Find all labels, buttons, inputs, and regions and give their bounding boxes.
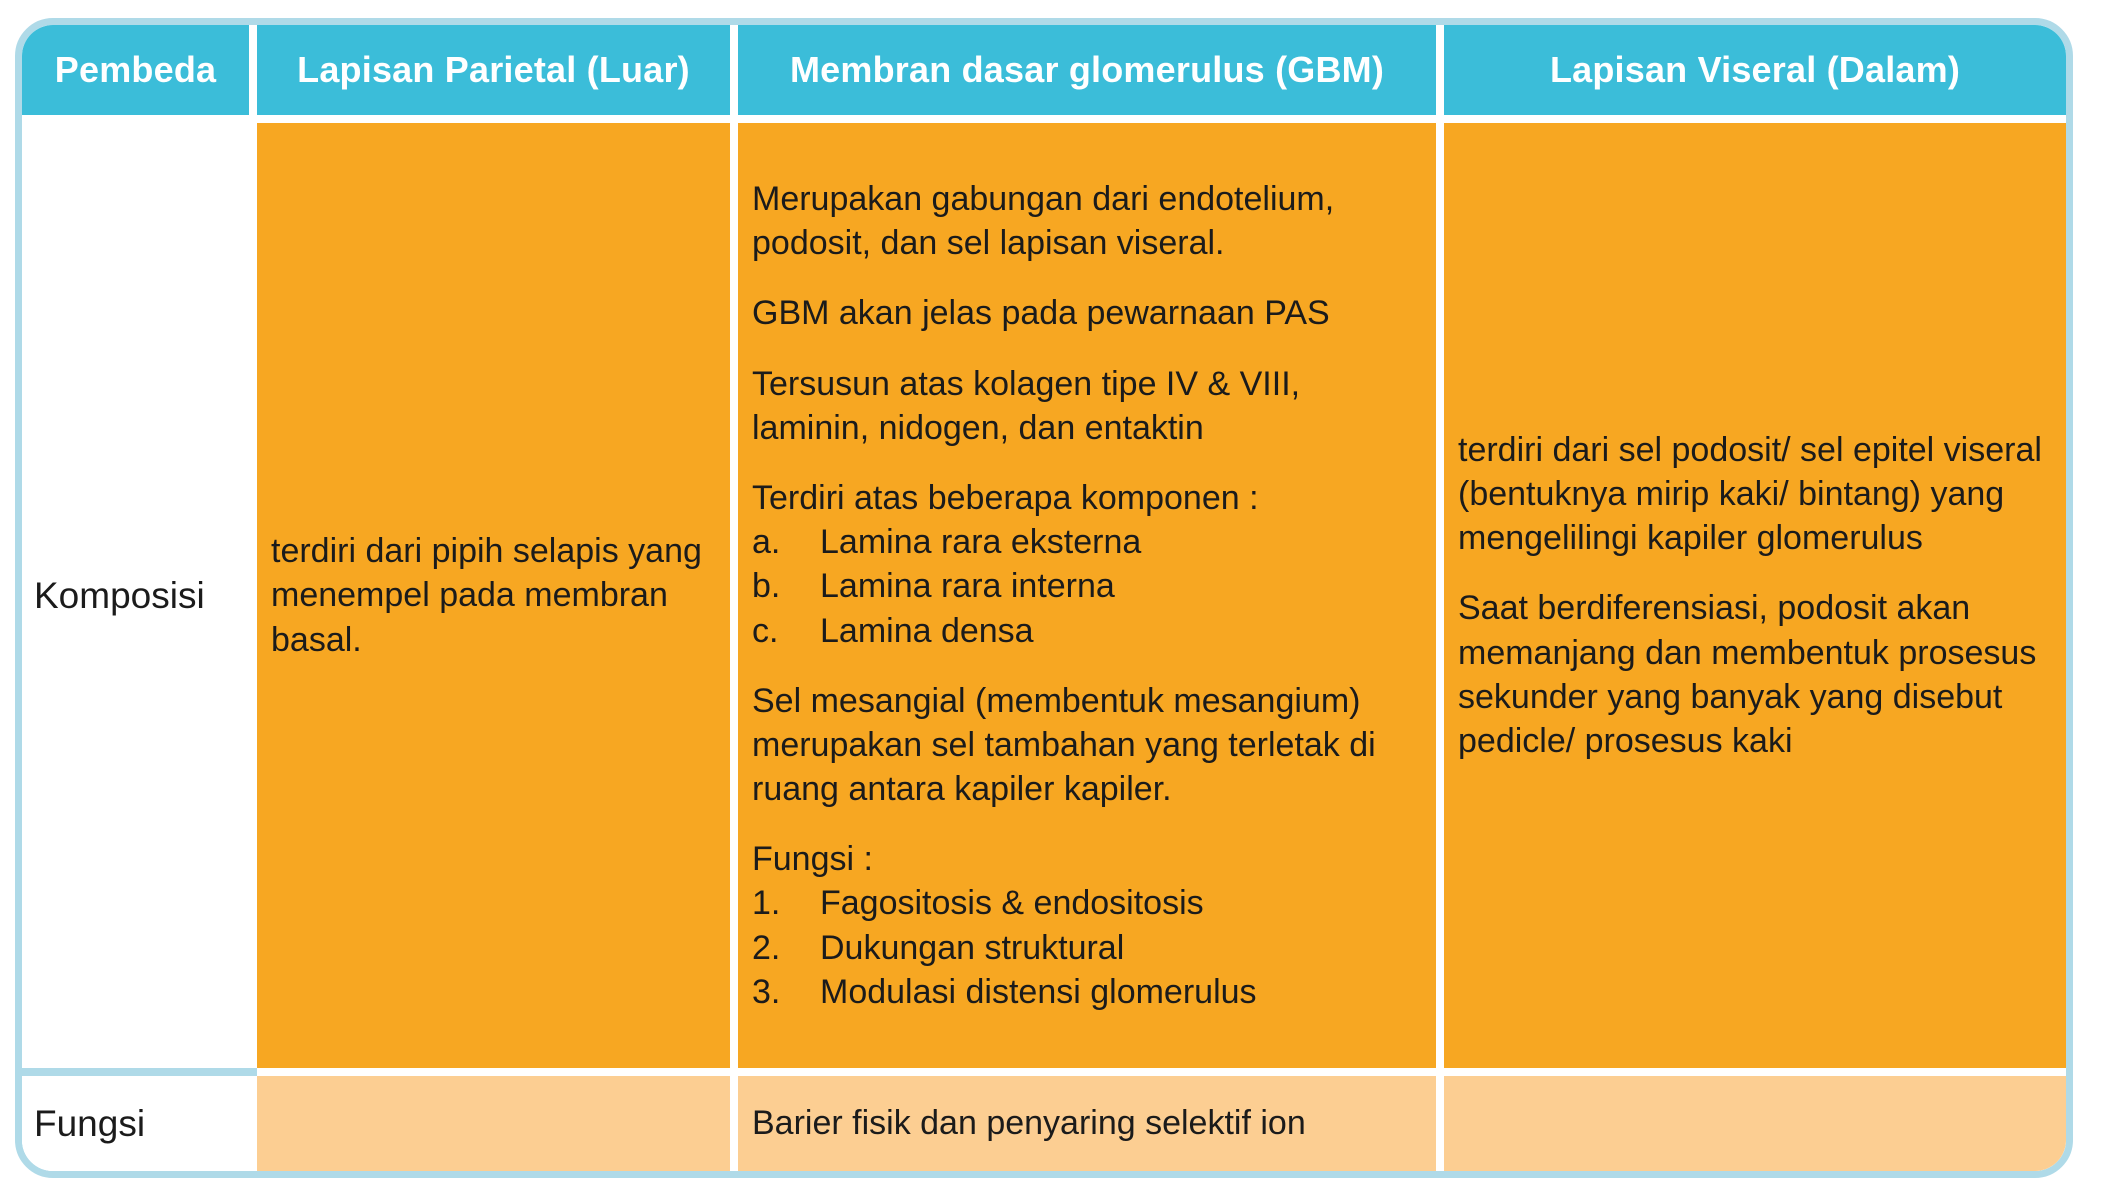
cell-komposisi-gbm [738, 123, 1436, 1068]
list-text: Fagositosis & endositosis [820, 884, 1204, 923]
paragraph: Fungsi : [752, 840, 873, 879]
list-item [752, 881, 1422, 925]
list-text: Lamina rara eksterna [820, 523, 1142, 562]
cell-fungsi-parietal [257, 1076, 730, 1171]
paragraph: Merupakan gabungan dari endotelium, podosit, dan sel lapisan viseral. [752, 180, 1335, 263]
paragraph: terdiri dari pipih selapis yang menempel pada membran basal. [271, 532, 702, 659]
cell-fungsi-label: Fungsi [22, 1076, 249, 1171]
list [752, 520, 1422, 653]
list-marker: 1. [752, 884, 781, 923]
list-item [752, 609, 1422, 653]
list-item [752, 970, 1422, 1014]
cell-fungsi-gbm: Barier fisik dan penyaring selektif ion [738, 1076, 1436, 1171]
header-cell-lapisan-viseral: Lapisan Viseral (Dalam) [1444, 25, 2066, 115]
header-cell-lapisan-parietal: Lapisan Parietal (Luar) [257, 25, 730, 115]
list-marker: b. [752, 567, 781, 606]
paragraph: Saat berdiferensiasi, podosit akan memanjang dan membentuk prosesus sekunder yang banyak yang disebut pedicle/ prosesus kaki [1458, 589, 2037, 760]
list-text: Lamina rara interna [820, 567, 1115, 606]
row-separator-line [22, 1068, 257, 1076]
paragraph: Sel mesangial (membentuk mesangium) merupakan sel tambahan yang terletak di ruang antara kapiler kapiler. [752, 681, 1376, 809]
list-marker: 3. [752, 972, 781, 1011]
list-text: Dukungan struktural [820, 928, 1125, 967]
paragraph: Tersusun atas kolagen tipe IV & VIII, laminin, nidogen, dan entaktin [752, 364, 1301, 447]
list-item [752, 520, 1422, 564]
list-marker: a. [752, 523, 781, 562]
table-grid [22, 25, 2066, 1171]
comparison-table [15, 18, 2073, 1178]
cell-komposisi-label: Komposisi [22, 123, 249, 1068]
paragraph: Terdiri atas beberapa komponen : [752, 478, 1259, 517]
cell-komposisi-viseral [1444, 123, 2066, 1068]
paragraph: GBM akan jelas pada pewarnaan PAS [752, 294, 1330, 333]
list-text: Modulasi distensi glomerulus [820, 972, 1257, 1011]
cell-fungsi-viseral [1444, 1076, 2066, 1171]
cell-komposisi-parietal [257, 123, 730, 1068]
list-item [752, 564, 1422, 608]
list-text: Lamina densa [820, 611, 1034, 650]
header-cell-membran-dasar-glomerulus: Membran dasar glomerulus (GBM) [738, 25, 1436, 115]
header-cell-pembeda: Pembeda [22, 25, 249, 115]
list-marker: 2. [752, 928, 781, 967]
list-item [752, 926, 1422, 970]
list-marker: c. [752, 611, 779, 650]
list [752, 881, 1422, 1014]
paragraph: terdiri dari sel podosit/ sel epitel viseral (bentuknya mirip kaki/ bintang) yang mengelilingi kapiler glomerulus [1458, 430, 2042, 558]
